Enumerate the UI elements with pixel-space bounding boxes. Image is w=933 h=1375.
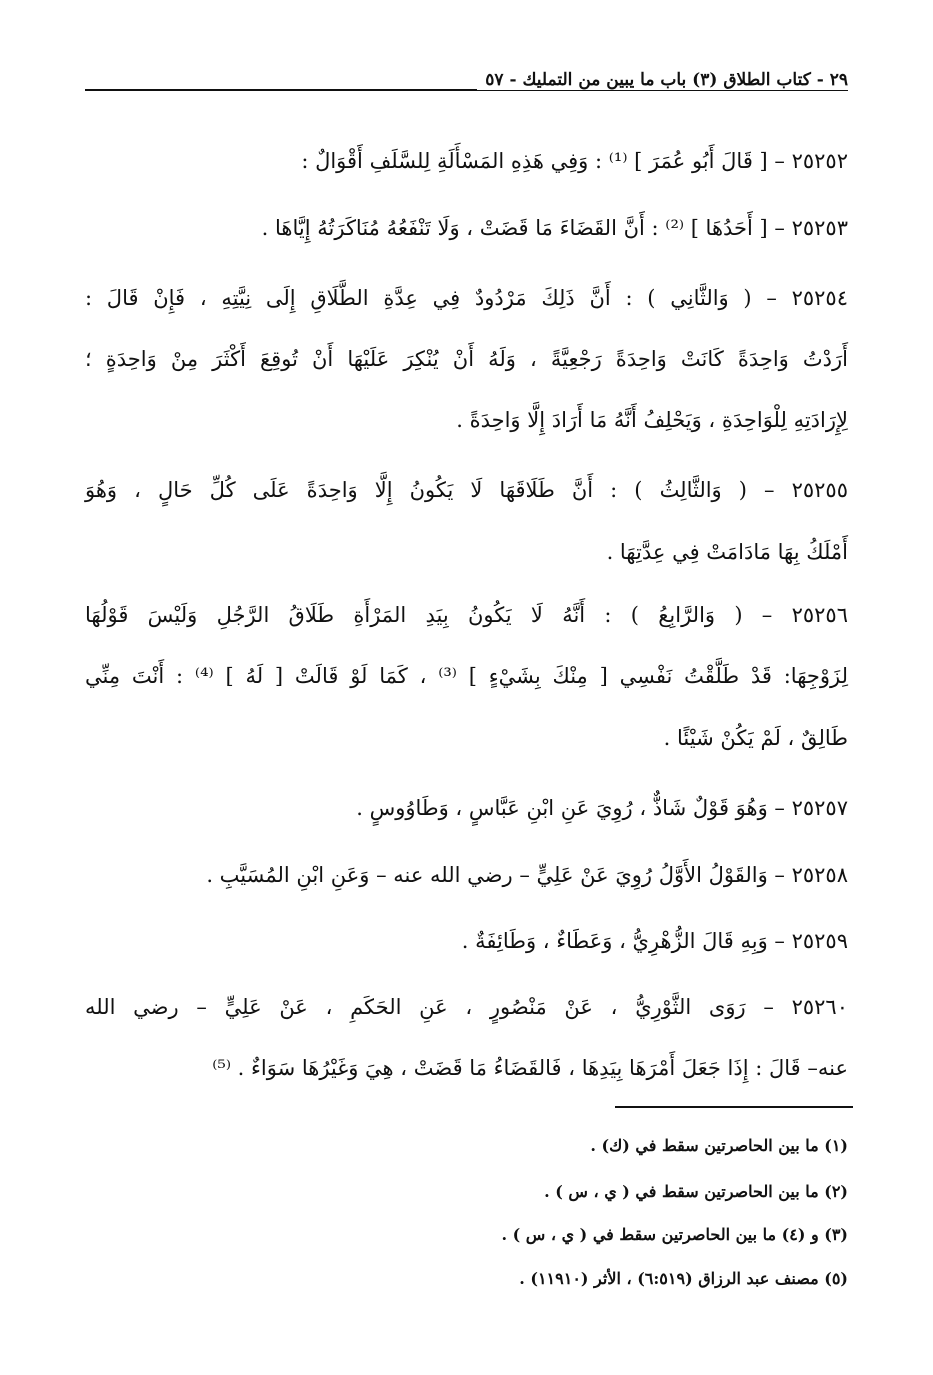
paragraph-25255-line-1: ٢٥٢٥٥ – ( وَالثَّالِثُ ) : أَنَّ طَلَاقَهَا لَا يَكُونُ إِلَّا وَاحِدَةً عَلَى كُلِّ حَالٍ ، وَهُوَ — [85, 478, 848, 502]
paragraph-25254-line-2: أَرَدْتُ وَاحِدَةً كَانَتْ وَاحِدَةً رَجْعِيَّةً ، وَلَهُ أَنْ يُنْكِرَ عَلَيْهَا أَنْ تُوقِعَ أَكْثَرَ مِنْ وَاحِدَةٍ ؛ — [85, 347, 848, 371]
paragraph-25260-line-2: عنه– قَالَ : إِذَا جَعَلَ أَمْرَهَا بِيَدِهَا ، فَالقَضَاءُ مَا قَضَتْ ، هِيَ وَغَيْرُهَا سَوَاءٌ . ⁽⁵⁾ — [212, 1056, 848, 1080]
paragraph-25256-line-2: لِزَوْجِهَا: قَدْ طَلَّقْتُ نَفْسِي [ مِنْكَ بِشَيْءٍ ] ⁽³⁾ ، كَمَا لَوْ قَالَتْ [ لَهُ ] ⁽⁴⁾ : أَنْتَ مِنِّي — [85, 664, 848, 688]
footnote-3-4: (٣) و (٤) ما بين الحاصرتين سقط في ( ي ، س ) . — [501, 1225, 848, 1244]
paragraph-25253: ٢٥٢٥٣ – [ أَحَدُهَا ] ⁽²⁾ : أَنَّ القَضَاءَ مَا قَضَتْ ، وَلَا تَنْفَعُهُ مُنَاكَرَتُهُ إِيَّاهَا . — [261, 216, 848, 240]
footnote-5: (٥) مصنف عبد الرزاق (٦:٥١٩) ، الأثر (١١٩١٠) . — [519, 1269, 848, 1288]
paragraph-25255-line-2: أَمْلَكُ بِهَا مَادَامَتْ فِي عِدَّتِهَا . — [606, 540, 848, 564]
footnote-1: (١) ما بين الحاصرتين سقط في (ك) . — [590, 1136, 848, 1155]
paragraph-25259: ٢٥٢٥٩ – وَبِهِ قَالَ الزُّهْرِيُّ ، وَعَطَاءٌ ، وَطَائِفَةٌ . — [461, 929, 848, 953]
paragraph-25254-line-3: لِإِرَادَتِهِ لِلْوَاحِدَةِ ، وَيَحْلِفُ أَنَّهُ مَا أَرَادَ إِلَّا وَاحِدَةً . — [456, 408, 848, 432]
paragraph-25256-line-3: طَالِقٌ ، لَمْ يَكُنْ شَيْئًا . — [663, 726, 848, 750]
paragraph-25258: ٢٥٢٥٨ – وَالقَوْلُ الأَوَّلُ رُوِيَ عَنْ عَلِيٍّ – رضي الله عنه – وَعَنِ ابْنِ المُسَيَّبِ . — [206, 863, 848, 887]
running-title: ٢٩ - كتاب الطلاق (٣) باب ما يبين من التمليك - ٥٧ — [477, 70, 848, 90]
running-header — [85, 70, 848, 100]
paragraph-25256-line-1: ٢٥٢٥٦ – ( وَالرَّابِعُ ) : أَنَّهُ لَا يَكُونُ بِيَدِ المَرْأَةِ طَلَاقُ الرَّجُلِ وَلَيْسَ قَوْلُهَا — [85, 603, 848, 627]
paragraph-25252: ٢٥٢٥٢ – [ قَالَ أَبُو عُمَرَ ] ⁽¹⁾ : وَفِي هَذِهِ المَسْأَلَةِ لِلسَّلَفِ أَقْوَالٌ : — [301, 149, 848, 173]
paragraph-25254-line-1: ٢٥٢٥٤ – ( وَالثَّانِي ) : أَنَّ ذَلِكَ مَرْدُودٌ فِي عِدَّةِ الطَّلَاقِ إِلَى نِيَّتِهِ ، فَإِنْ قَالَ : — [85, 286, 848, 310]
paragraph-25260-line-1: ٢٥٢٦٠ – رَوَى الثَّوْرِيُّ ، عَنْ مَنْصُورٍ ، عَنِ الحَكَمِ ، عَنْ عَلِيٍّ – رضي الله — [85, 995, 848, 1019]
footnote-rule — [615, 1106, 853, 1108]
footnote-2: (٢) ما بين الحاصرتين سقط في ( ي ، س ) . — [544, 1182, 848, 1201]
paragraph-25257: ٢٥٢٥٧ – وَهُوَ قَوْلٌ شَاذٌّ ، رُوِيَ عَنِ ابْنِ عَبَّاسٍ ، وَطَاوُوسٍ . — [356, 796, 848, 820]
